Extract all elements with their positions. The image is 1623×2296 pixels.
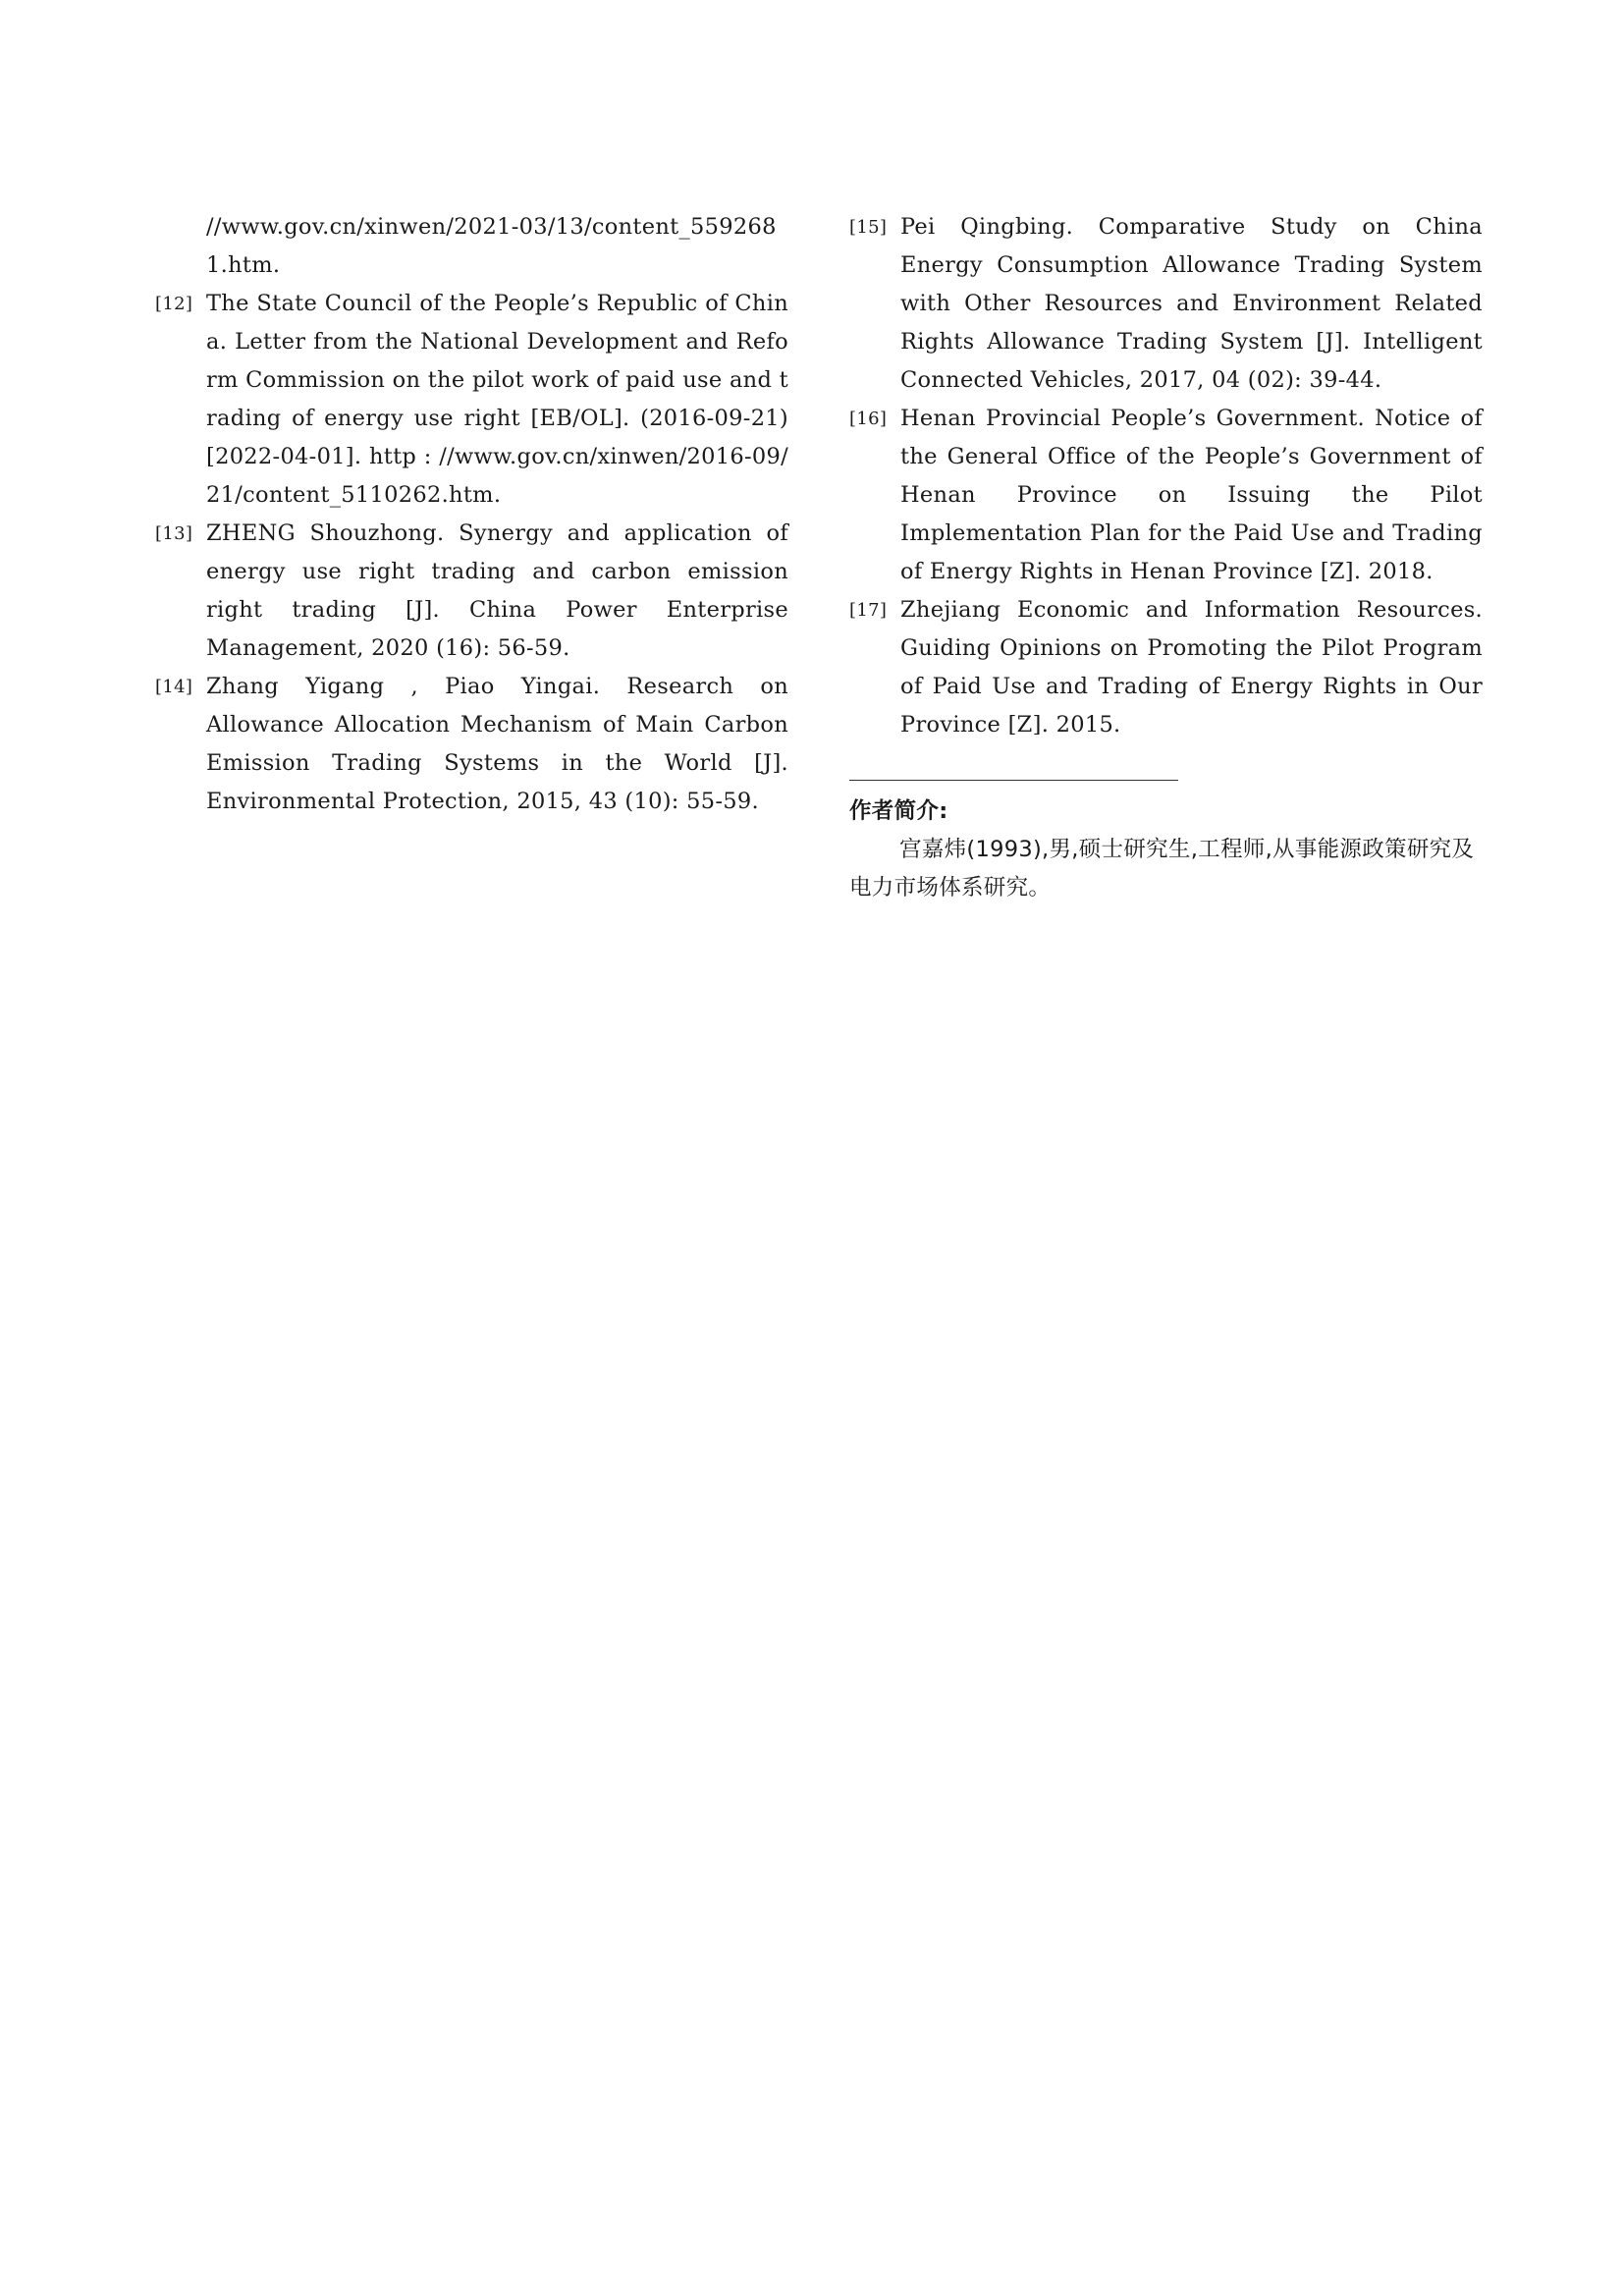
reference-item-17 (849, 591, 1483, 744)
reference-number: [14] (155, 677, 193, 697)
reference-item-14 (155, 668, 788, 821)
reference-text: Zhang Yigang , Piao Yingai. Research on Allowance Allocation Mechanism of Main Carbon Emission Trading Systems in the World [J]. Environmental Protection, 2015, 43 (10): 55-59. (206, 674, 788, 814)
reference-number: [12] (155, 294, 193, 314)
author-bio-title: 作者简介: (849, 798, 948, 824)
continued-url: //www.gov.cn/xinwen/2021-03/13/content_5592681.htm. (206, 214, 777, 278)
reference-text: Zhejiang Economic and Information Resources. Guiding Opinions on Promoting the Pilot Program of Paid Use and Trading of Energy Rights in Our Province [Z]. 2015. (900, 597, 1483, 738)
reference-number: [17] (849, 600, 888, 621)
reference-text: Henan Provincial People’s Government. Notice of the General Office of the People’s Government of Henan Province on Issuing the Pilot Implementation Plan for the Paid Use and Trading of Energy Rights in Henan Province [Z]. 2018. (900, 406, 1483, 584)
left-column (155, 208, 788, 821)
reference-item-15 (849, 208, 1483, 400)
reference-item-16 (849, 400, 1483, 591)
reference-text: ZHENG Shouzhong. Synergy and application of energy use right trading and carbon emission right trading [J]. China Power Enterprise Management, 2020 (16): 56-59. (206, 520, 788, 661)
reference-item-13 (155, 515, 788, 668)
author-bio-text: 宫嘉炜(1993),男,硕士研究生,工程师,从事能源政策研究及电力市场体系研究。 (849, 837, 1475, 901)
reference-text: The State Council of the People’s Republic of China. Letter from the National Development and Reform Commission on the pilot work of paid use and trading of energy use right [EB/OL]. (2016-09-21)[2022-04-01]. http : //www.gov.cn/xinwen/2016-09/21/content_5110262.htm. (206, 291, 788, 508)
reference-item-12 (155, 285, 788, 515)
reference-number: [15] (849, 217, 888, 238)
right-column (849, 208, 1483, 907)
reference-number: [16] (849, 409, 888, 429)
reference-text: Pei Qingbing. Comparative Study on China Energy Consumption Allowance Trading System with Other Resources and Environment Related Rights Allowance Trading System [J]. Intelligent Connected Vehicles, 2017, 04 (02): 39-44. (900, 214, 1483, 393)
reference-number: [13] (155, 523, 193, 544)
footnote-divider (849, 780, 1178, 781)
